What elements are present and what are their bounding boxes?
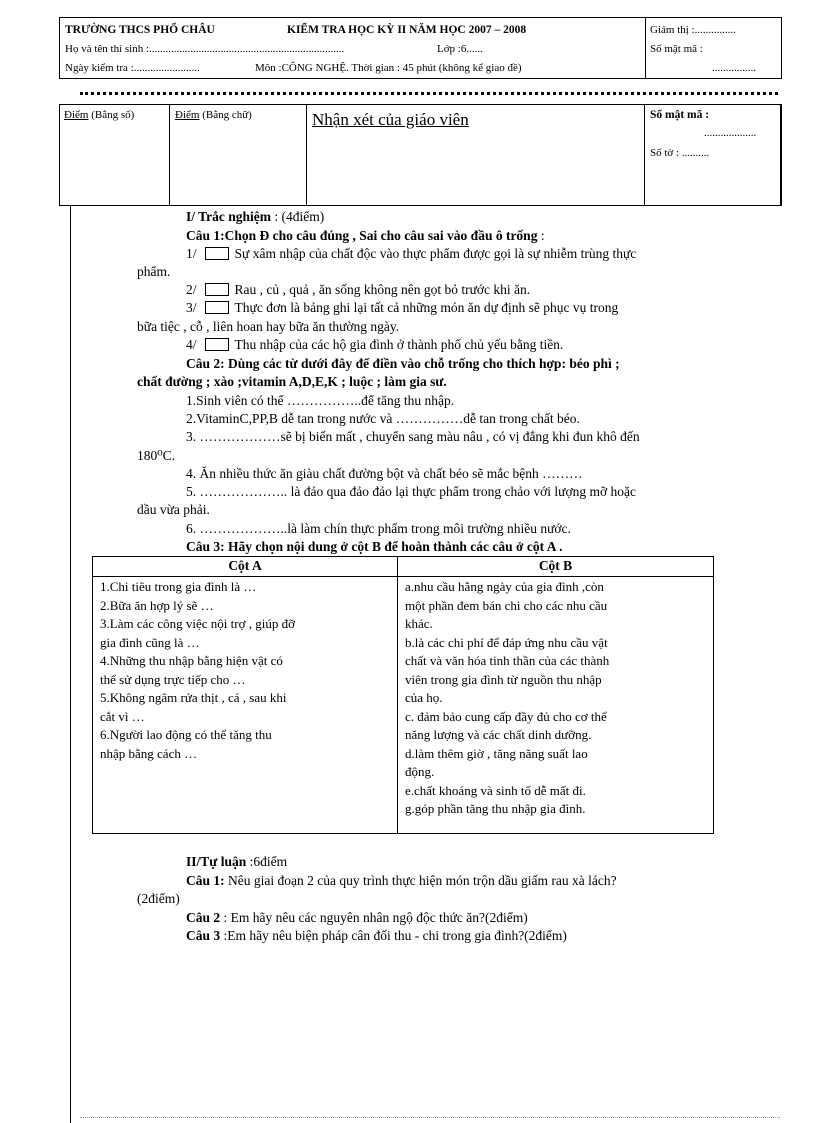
score-number-label: Điểm (Bằng số) (64, 109, 135, 121)
q2-line-3: 3. ………………sẽ bị biến mất , chuyển sang màu nâu , có vị đắng khi đun khô đến (186, 429, 640, 444)
col-a-line: 3.Làm các công việc nội trợ , giúp đỡ (100, 616, 295, 631)
answer-box-1[interactable] (205, 247, 229, 260)
col-b-line: b.là các chi phí để đáp ứng nhu cầu vật (405, 634, 608, 650)
header-secret-code-label: Số mật mã : (650, 43, 703, 55)
bottom-dotted-line (80, 1117, 780, 1118)
grade-box (59, 104, 782, 206)
q1-item-4: 4/ Thu nhập của các hộ gia đình ở thành phố chủ yếu bằng tiền. (186, 337, 564, 352)
answer-box-2[interactable] (205, 283, 229, 296)
matching-table (92, 556, 714, 834)
q2-line-4: 4. Ăn nhiều thức ăn giàu chất đường bột và chất béo sẽ mắc bệnh ……… (186, 466, 583, 481)
col-a-line: 5.Không ngâm rửa thịt , cá , sau khi (100, 690, 287, 705)
col-b-line: d.làm thêm giờ , tăng năng suất lao (405, 745, 588, 761)
essay-q3: Câu 3 :Em hãy nêu biện pháp cân đối thu - chi trong gia đình?(2điểm) (186, 928, 567, 943)
col-b-line: năng lượng và các chất dinh dưỡng. (405, 727, 592, 742)
q1-item-3: 3/ Thực đơn là bảng ghi lại tất cả những món ăn dự định sẽ phục vụ trong (186, 300, 619, 315)
answer-box-4[interactable] (205, 338, 229, 351)
q1-item-1-cont: phẩm. (137, 264, 171, 279)
sheet-count-label: Số tờ : .......... (650, 147, 710, 159)
q3-title: Câu 3: Hãy chọn nội dung ở cột B để hoàn thành các câu ở cột A . (186, 539, 563, 554)
col-a-header: Cột A (228, 558, 262, 573)
grade-secret-code-label: Số mật mã : (650, 109, 710, 121)
col-b-header: Cột B (538, 558, 573, 573)
exam-header (59, 17, 782, 79)
part1-title: I/ Trắc nghiệm : (4điểm) (186, 209, 325, 224)
col-b-content (405, 578, 609, 819)
teacher-comment-label: Nhận xét của giáo viên (312, 110, 469, 129)
margin-line (70, 206, 71, 1123)
exam-date-field: Ngày kiểm tra :........................ (65, 62, 200, 74)
col-b-line: một phần đem bán chi cho các nhu cầu (405, 597, 608, 613)
q2-line-1: 1.Sinh viên có thể ……………..để tăng thu nhập. (186, 393, 455, 408)
col-b-line: viên trong gia đình từ nguồn thu nhập (405, 671, 602, 687)
col-b-line: c. đảm bảo cung cấp đầy đủ cho cơ thể (405, 708, 607, 724)
score-words-label: Điểm (Bằng chữ) (175, 109, 252, 121)
q1-title: Câu 1:Chọn Đ cho câu đúng , Sai cho câu sai vào đầu ô trống : (186, 228, 545, 243)
part2-title: II/Tự luận :6điểm (186, 854, 288, 869)
student-name-field: Họ và tên thí sinh :....................................................................... (65, 43, 345, 55)
table-column-divider (397, 557, 398, 833)
subject-field: Môn :CÔNG NGHỆ. Thời gian : 45 phút (không kể giao đề) (255, 62, 522, 74)
essay-q2: Câu 2 : Em hãy nêu các nguyên nhân ngộ độc thức ăn?(2điểm) (186, 910, 528, 925)
col-b-line: a.nhu cầu hằng ngày của gia đình ,còn (405, 579, 604, 594)
cut-line (80, 92, 778, 95)
q1-item-1: 1/ Sự xâm nhập của chất độc vào thực phẩm được gọi là sự nhiễm trùng thực (186, 246, 637, 261)
col-a-line: 6.Người lao động có thể tăng thu (100, 727, 272, 742)
col-a-line: 4.Những thu nhập bằng hiện vật có (100, 653, 283, 668)
col-a-line: thể sử dụng trực tiếp cho … (100, 671, 246, 687)
q1-item-3-cont: bữa tiệc , cỗ , liên hoan hay bữa ăn thường ngày. (137, 319, 400, 334)
col-b-line: khác. (405, 616, 433, 631)
q2-title: Câu 2: Dùng các từ dưới đây để điền vào chỗ trống cho thích hợp: béo phì ; (186, 356, 620, 371)
q2-line-6: 6. ………………..là làm chín thực phẩm trong môi trường nhiều nước. (186, 521, 571, 536)
col-a-line: 2.Bữa ăn hợp lý sẽ … (100, 597, 214, 613)
col-b-line: của họ. (405, 690, 443, 705)
answer-box-3[interactable] (205, 301, 229, 314)
col-a-line: nhập bằng cách … (100, 745, 198, 761)
col-a-line: gia đình cũng là … (100, 634, 200, 650)
q1-item-2: 2/ Rau , củ , quả , ăn sống không nên gọt bỏ trước khi ăn. (186, 282, 531, 297)
col-b-line: động. (405, 764, 435, 779)
col-b-line: chất và văn hóa tinh thần của các thành (405, 653, 610, 668)
header-secret-code-dots: ................ (712, 62, 756, 74)
essay-q1: Câu 1: Nêu giai đoạn 2 của quy trình thực hiện món trộn dầu giấm rau xà lách? (186, 873, 617, 888)
q2-line-5: 5. ……………….. là đảo qua đảo đảo lại thực phẩm trong chảo với lượng mỡ hoặc (186, 484, 636, 499)
col-a-line: 1.Chi tiêu trong gia đình là … (100, 579, 257, 594)
grade-secret-code-dots: ................... (704, 127, 757, 139)
essay-q1-cont: (2điểm) (137, 891, 180, 906)
q2-title-cont: chất đường ; xào ;vitamin A,D,E,K ; luộc ; làm gia sư. (137, 374, 447, 389)
school-name: TRƯỜNG THCS PHỔ CHÂU (65, 24, 215, 36)
q2-line-5-cont: dầu vừa phải. (137, 502, 210, 517)
q2-line-3-cont: 180⁰C. (137, 448, 176, 463)
class-field: Lớp :6...... (437, 43, 483, 55)
col-b-line: g.góp phần tăng thu nhập gia đình. (405, 801, 586, 816)
q2-line-2: 2.VitaminC,PP,B dễ tan trong nước và ……………dễ tan trong chất béo. (186, 411, 580, 426)
supervisor-field: Giám thị :............... (650, 24, 736, 36)
col-b-line: e.chất khoáng và sinh tố dễ mất đi. (405, 782, 586, 798)
exam-title: KIỂM TRA HỌC KỲ II NĂM HỌC 2007 – 2008 (287, 24, 527, 36)
col-a-content (100, 578, 295, 763)
col-a-line: cắt vì … (100, 708, 145, 724)
